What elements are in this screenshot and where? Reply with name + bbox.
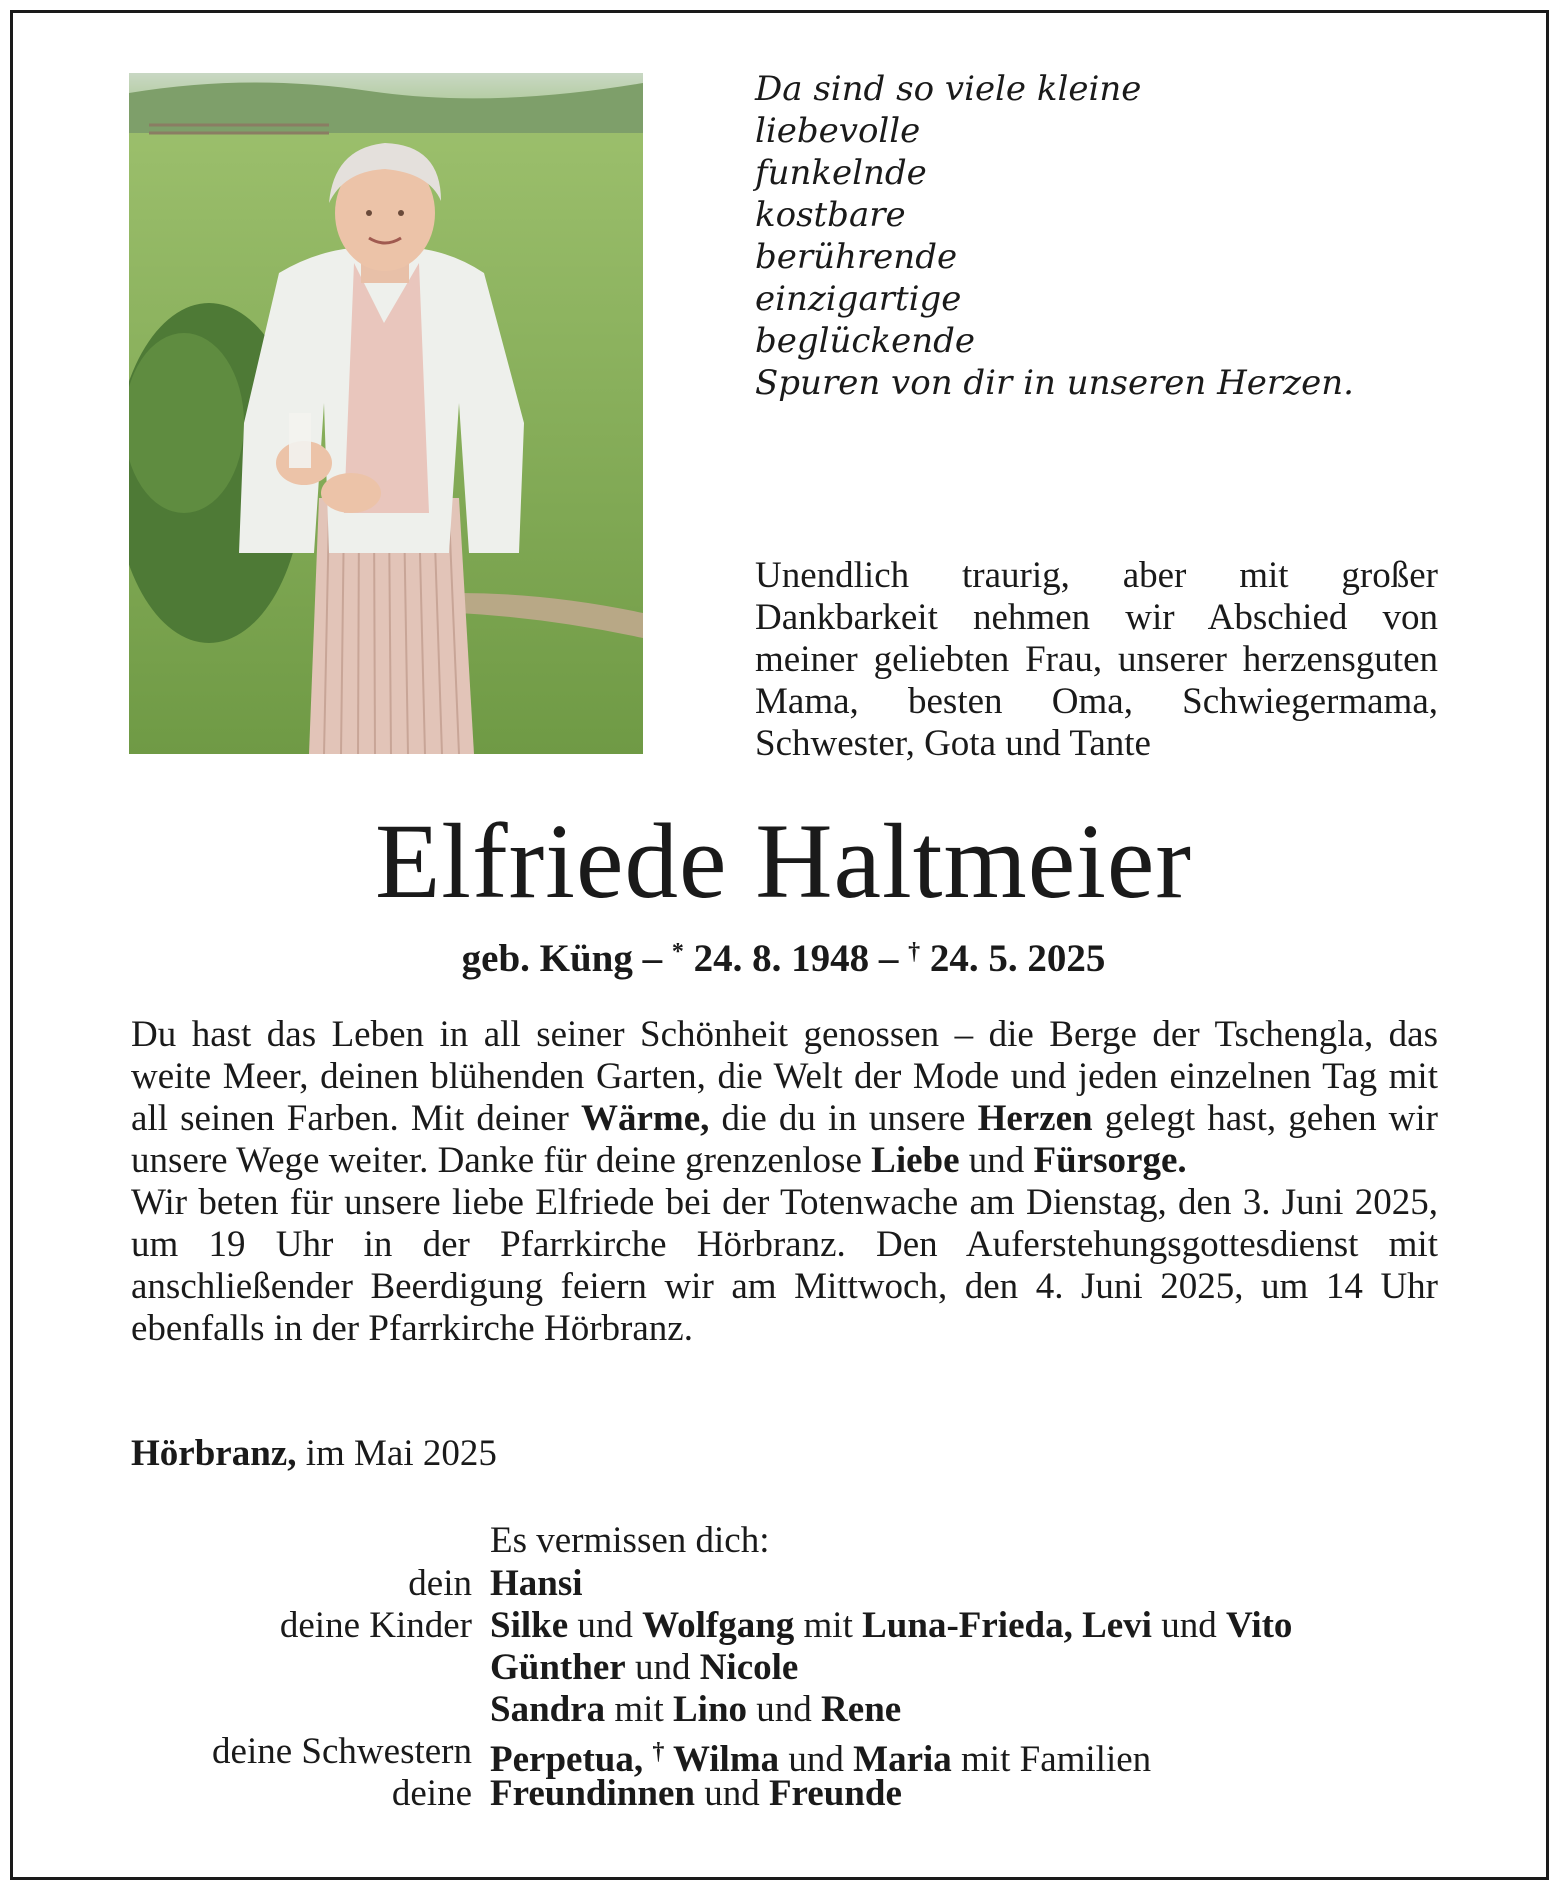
mourner-row <box>0 1605 1567 1647</box>
relation: deine Schwestern <box>212 1731 472 1772</box>
mourner-row <box>0 1647 1567 1689</box>
name: Maria <box>853 1739 952 1780</box>
portrait-illustration <box>129 73 643 754</box>
mourners-list <box>0 1563 1567 1815</box>
obituary-body <box>131 1014 1438 1350</box>
connector: und <box>625 1647 700 1688</box>
cross-symbol: † <box>652 1739 665 1765</box>
name: Wilma <box>664 1739 780 1780</box>
mourner-row <box>0 1563 1567 1605</box>
connector: mit <box>605 1689 673 1730</box>
name: Sandra <box>490 1689 606 1730</box>
mourner-row <box>0 1773 1567 1815</box>
poem-line: berührende <box>755 237 958 277</box>
emphasis: Fürsorge. <box>1033 1140 1187 1181</box>
tribute-paragraph <box>131 1014 1438 1182</box>
name: Luna-Frieda, Levi <box>862 1605 1152 1646</box>
emphasis: Wärme, <box>581 1098 710 1139</box>
town: Hörbranz, <box>131 1433 297 1474</box>
relation: deine Kinder <box>279 1605 472 1646</box>
life-dates <box>0 929 1567 982</box>
portrait-photo <box>129 73 643 754</box>
death-cross: † <box>908 939 921 965</box>
relation: dein <box>408 1563 472 1604</box>
birth-date: 24. 8. 1948 <box>683 937 870 980</box>
relation: deine <box>391 1773 472 1814</box>
name: Nicole <box>699 1647 799 1688</box>
poem-line: beglückende <box>755 321 975 361</box>
connector: mit Familien <box>951 1739 1152 1780</box>
name: Wolfgang <box>642 1605 795 1646</box>
poem-line: Da sind so viele kleine <box>755 69 1142 109</box>
mourner-names <box>490 1689 901 1731</box>
emphasis: Herzen <box>977 1098 1093 1139</box>
connector: mit <box>794 1605 863 1646</box>
name: Lino <box>673 1689 748 1730</box>
poem <box>755 68 1455 404</box>
poem-line: liebevolle <box>755 111 921 151</box>
intro-text: Unendlich traurig, aber mit großer Dankbarkeit nehmen wir Abschied von meiner geliebten Frau, unserer herzensguten Mama, besten Oma, Schwiegermama, Schwester, Gota und Tante <box>755 555 1438 764</box>
mourner-names <box>490 1647 798 1689</box>
mourner-names <box>490 1605 1292 1647</box>
name: Hansi <box>490 1563 583 1604</box>
place-date <box>131 1433 497 1475</box>
connector: und <box>1151 1605 1226 1646</box>
mourner-row <box>0 1731 1567 1780</box>
connector: und <box>694 1773 769 1814</box>
name: Freundinnen <box>490 1773 695 1814</box>
service-paragraph: Wir beten für unsere liebe Elfriede bei der Totenwache am Dienstag, den 3. Juni 2025, um 19 Uhr in der Pfarrkirche Hörbranz. Den Auferstehungsgottesdienst mit anschließender Beerdigung feiern wir am Mittwoch, den 4. Juni 2025, um 14 Uhr ebenfalls in der Pfarrkirche Hörbranz. <box>131 1182 1438 1349</box>
text: die du in unsere <box>709 1098 978 1139</box>
mourner-names <box>490 1773 902 1815</box>
poem-line: funkelnde <box>755 153 927 193</box>
month: im Mai 2025 <box>296 1433 497 1474</box>
name: Perpetua, <box>490 1739 644 1780</box>
birth-name: geb. Küng <box>461 937 633 980</box>
deceased-name: Elfriede Haltmeier <box>374 803 1193 921</box>
poem-line: einzigartige <box>755 279 962 319</box>
connector: und <box>747 1689 822 1730</box>
connector: und <box>568 1605 643 1646</box>
name: Günther <box>490 1647 626 1688</box>
birth-star: * <box>671 939 684 965</box>
text: gelegt hast, gehen wir unsere Wege weiter. Danke für deine grenzenlose <box>131 1098 1439 1181</box>
name: Freunde <box>768 1773 902 1814</box>
text: und <box>959 1140 1034 1181</box>
name: Rene <box>821 1689 902 1730</box>
emphasis: Liebe <box>871 1140 960 1181</box>
dash: – <box>632 937 672 980</box>
text: Du hast das Leben in all seiner Schönheit genossen – die Berge der Tschengla, das weite Meer, deinen blühenden Garten, die Welt der Mode und jeden einzelnen Tag mit all seinen Farben. Mit deiner <box>131 1014 1438 1139</box>
mourner-names <box>490 1563 583 1605</box>
dash: – <box>869 937 909 980</box>
mourners-heading: Es vermissen dich: <box>490 1520 770 1561</box>
connector: und <box>779 1739 854 1780</box>
death-date: 24. 5. 2025 <box>920 937 1106 980</box>
poem-line: kostbare <box>755 195 906 235</box>
mourner-row <box>0 1689 1567 1731</box>
poem-line: Spuren von dir in unseren Herzen. <box>755 363 1354 403</box>
name: Vito <box>1225 1605 1293 1646</box>
name: Silke <box>490 1605 569 1646</box>
